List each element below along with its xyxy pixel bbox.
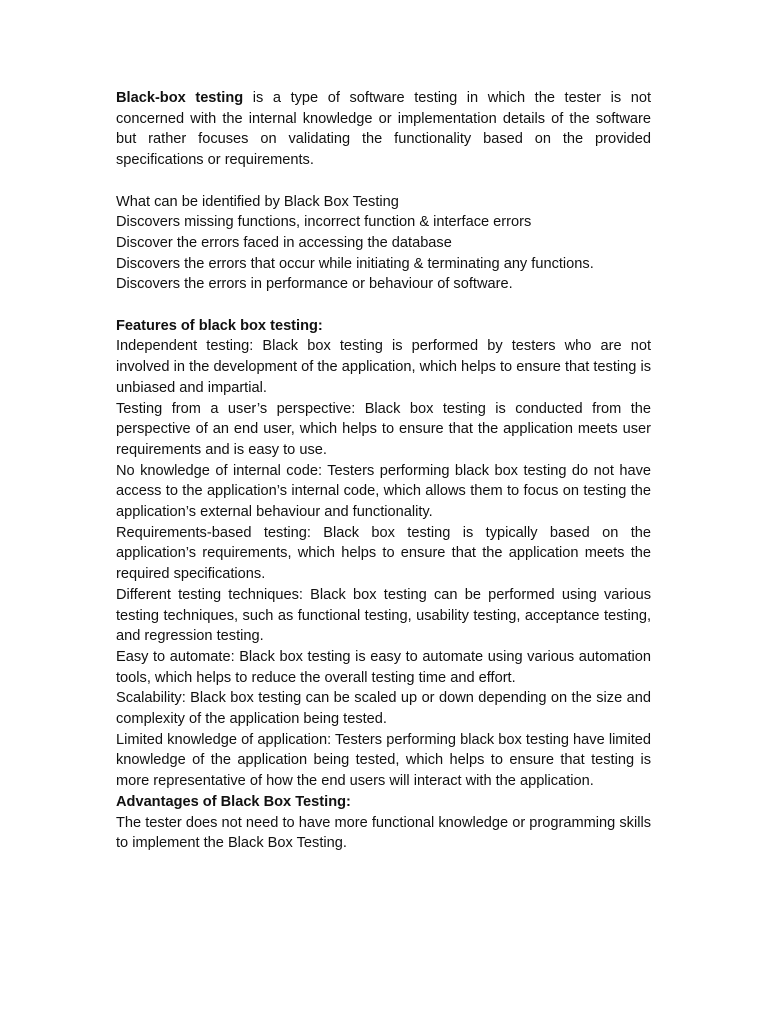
intro-text: is a type of software testing in which the tester is not concerned with the internal knowledge or implementation details of the software but rather focuses on validating the functionality based on the provided specifications or requirements. xyxy=(116,90,652,169)
document-page xyxy=(116,88,651,854)
feature-item: Limited knowledge of application: Testers performing black box testing have limited knowledge of the application being tested, which helps to ensure that testing is more representative of how the end users will interact with the application. xyxy=(116,731,651,790)
feature-item: Independent testing: Black box testing is performed by testers who are not involved in the development of the application, which helps to ensure that testing is unbiased and impartial. xyxy=(116,338,651,396)
intro-paragraph xyxy=(116,88,651,171)
identified-item: Discovers missing functions, incorrect function & interface errors xyxy=(116,214,532,231)
identified-item: Discovers the errors in performance or behaviour of software. xyxy=(116,276,513,293)
identified-item: Discovers the errors that occur while initiating & terminating any functions. xyxy=(116,255,594,272)
feature-item: Different testing techniques: Black box testing can be performed using various testing techniques, such as functional testing, usability testing, acceptance testing, and regression testing. xyxy=(116,586,651,645)
features-heading: Features of black box testing: xyxy=(116,317,323,334)
identified-item: Discover the errors faced in accessing the database xyxy=(116,234,452,251)
feature-item: Scalability: Black box testing can be scaled up or down depending on the size and complexity of the application being tested. xyxy=(116,690,651,728)
advantages-heading: Advantages of Black Box Testing: xyxy=(116,793,351,810)
feature-item: Testing from a user’s perspective: Black box testing is conducted from the perspective of an end user, which helps to ensure that the application meets user requirements and is easy to use. xyxy=(116,400,651,458)
feature-item: Requirements-based testing: Black box testing is typically based on the application’s requirements, which helps to ensure that the application meets the required specifications. xyxy=(116,524,651,583)
paragraph-gap xyxy=(116,171,651,192)
advantage-item: The tester does not need to have more functional knowledge or programming skills to implement the Black Box Testing. xyxy=(116,814,651,852)
feature-item: Easy to automate: Black box testing is easy to automate using various automation tools, which helps to reduce the overall testing time and effort. xyxy=(116,648,651,686)
feature-item: No knowledge of internal code: Testers performing black box testing do not have access to the application’s internal code, which allows them to focus on testing the application’s external behaviour and functionality. xyxy=(116,462,651,521)
identified-heading: What can be identified by Black Box Testing xyxy=(116,193,399,210)
paragraph-gap xyxy=(116,295,651,316)
intro-term: Black-box testing xyxy=(116,90,244,106)
